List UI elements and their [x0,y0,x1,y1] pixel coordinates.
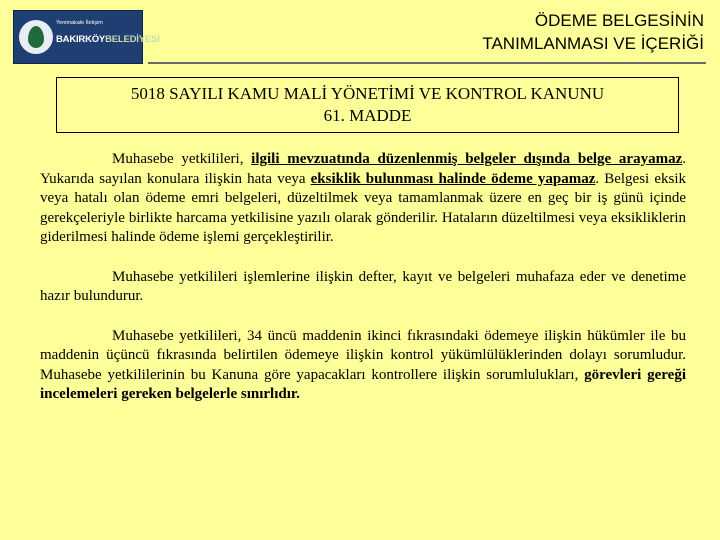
p3-emphasis-1: görevleri gereği incelemeleri gereken belgelerle sınırlıdır. [40,366,686,402]
title-line-1: ÖDEME BELGESİNİN [534,11,704,30]
municipality-logo [13,10,160,64]
paragraph-3 [40,327,686,405]
page-title [482,9,704,55]
leaf-icon [28,26,44,48]
logo-brand-part1: BAKIRKÖY [56,34,106,45]
law-title: 5018 SAYILI KAMU MALİ YÖNETİMİ VE KONTROL KANUNU [130,84,605,103]
paragraph-2: Muhasebe yetkilileri işlemlerine ilişkin defter, kayıt ve belgeleri muhafaza eder ve denetime hazır bulundurur. [40,268,686,304]
logo-brand-text [56,34,160,45]
title-divider [148,62,706,64]
p1-text-2: . Yukarıda sayılan konulara ilişkin hata veya [40,151,686,187]
logo-small-text: Yenimakale İletişim [56,20,103,26]
p1-emphasis-2: eksiklik bulunması halinde ödeme yapamaz [310,170,596,187]
article-body [40,150,686,425]
title-line-2: TANIMLANMASI VE İÇERİĞİ [482,34,704,53]
p3-text-1: Muhasebe yetkilileri, 34 üncü maddenin ikinci fıkrasındaki ödemeye ilişkin hükümler ile bu maddenin üçüncü fıkrasında belirtilen ödemeye ilişkin kontrol yükümlülüklerinden dolayı sorumludur. Muhasebe yetkililerinin bu Kanuna göre yapacakları kontrollere ilişkin sorumlulukları, [40,327,686,383]
paragraph-1 [40,150,686,248]
logo-brand-part2: BELEDİYESİ [105,34,160,45]
p1-text-1: Muhasebe yetkilileri, [112,151,252,167]
tree-emblem-icon [19,20,53,54]
law-article: 61. MADDE [323,106,412,125]
law-reference-box [56,77,679,133]
p1-text-3: . Belgesi eksik veya hatalı olan ödeme emri belgeleri, düzeltilmek veya tamamlanmak üzere en geç bir iş günü içinde gerekçeleriyle birlikte harcama yetkilisine yazılı olarak gönderilir. Hataların düzeltilmesi veya eksikliklerin giderilmesi halinde ödeme işlemi gerçekleştirilir. [40,170,687,245]
p1-emphasis-1: ilgili mevzuatında düzenlenmiş belgeler dışında belge arayamaz [251,151,683,167]
